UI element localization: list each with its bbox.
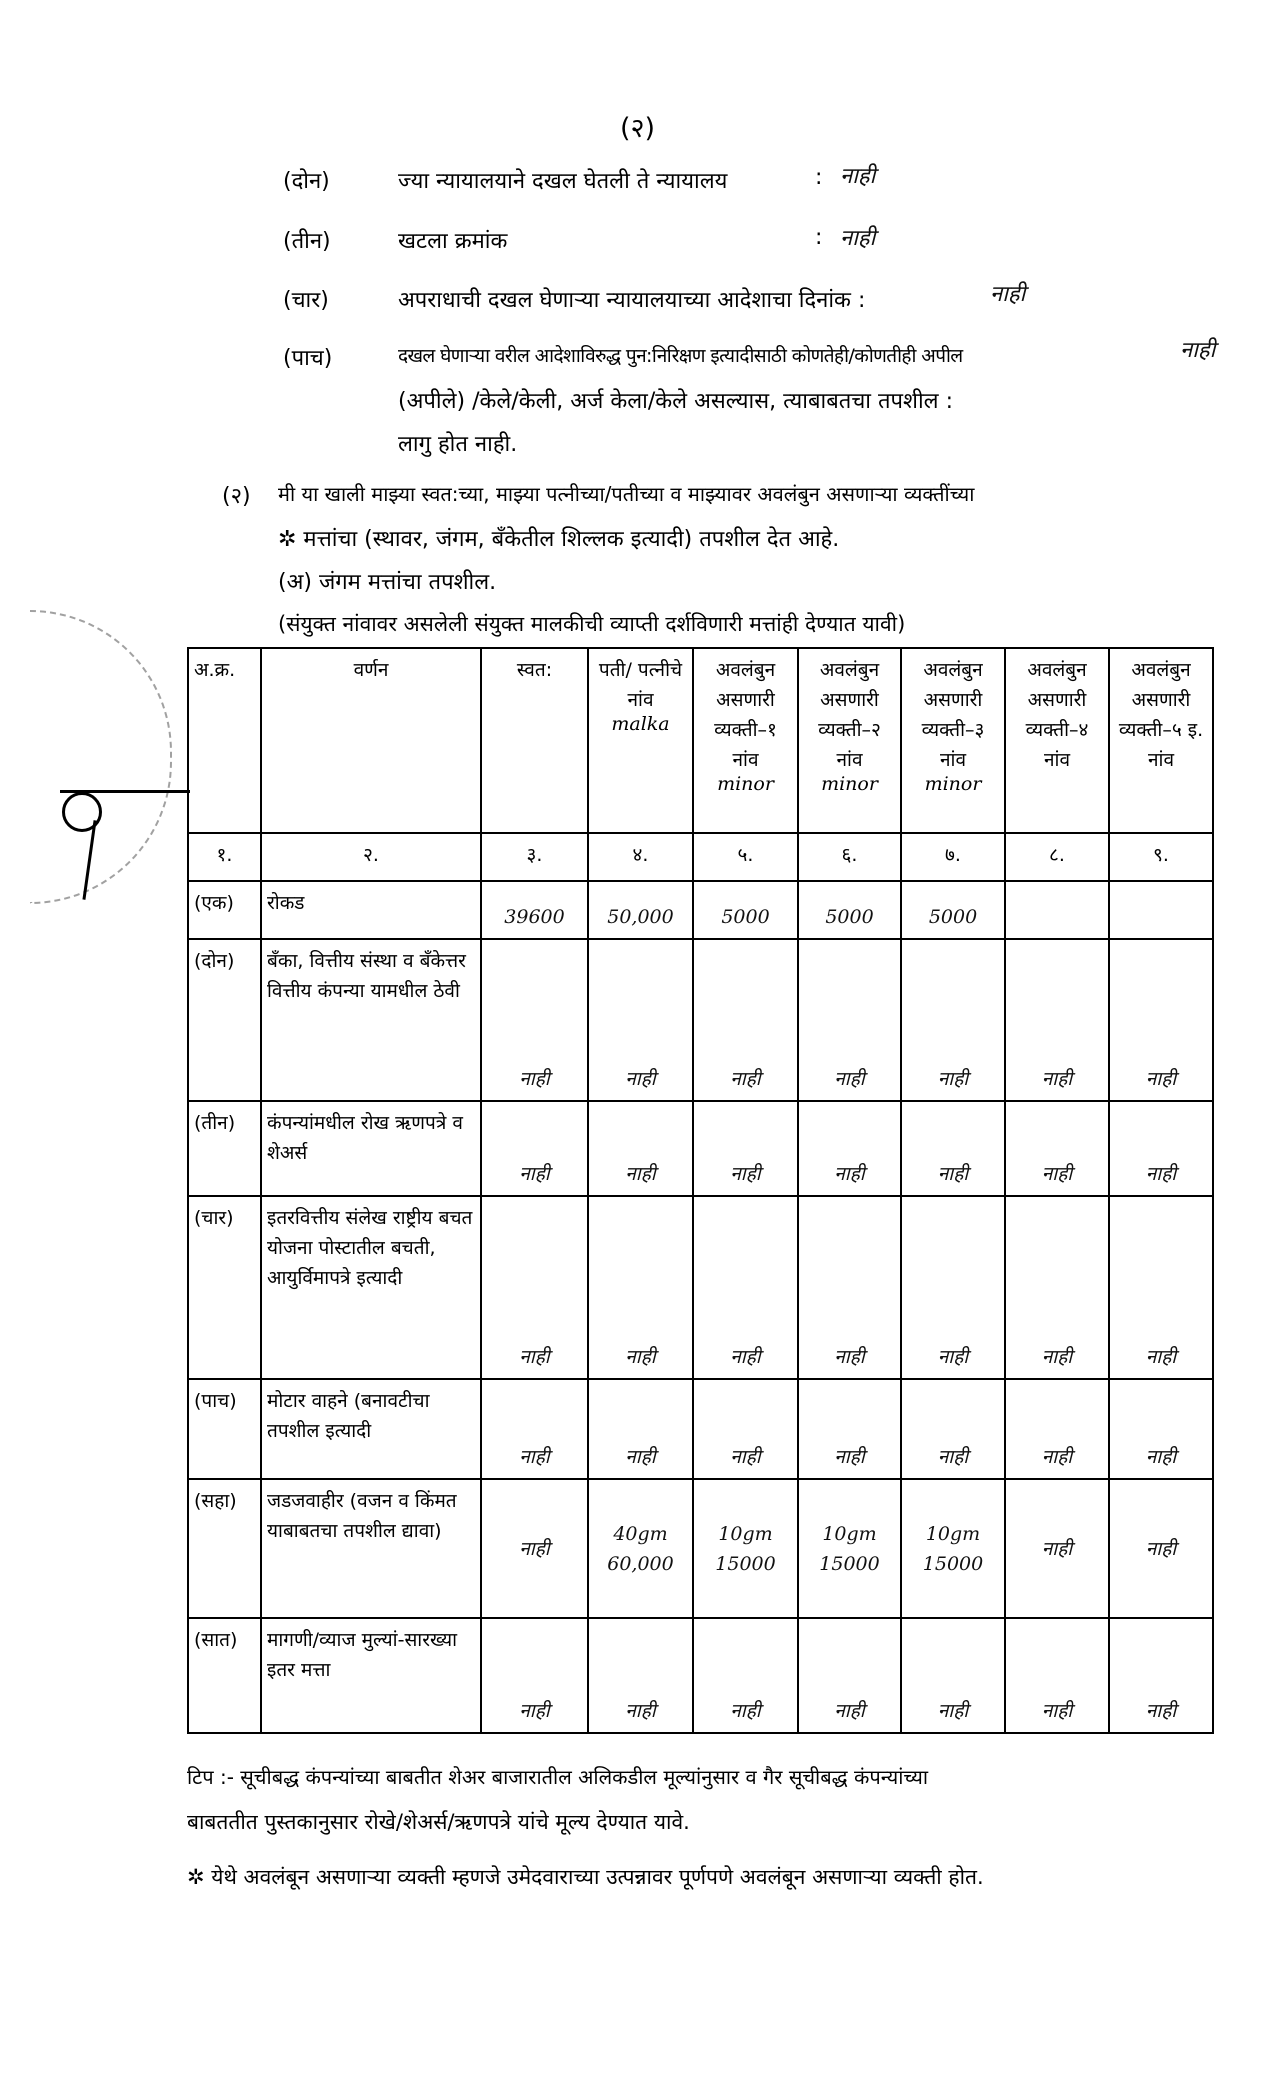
item-sep-3: : bbox=[815, 225, 823, 250]
cell-value: नाही bbox=[693, 939, 798, 1101]
item-text-5-line3: लागु होत नाही. bbox=[398, 432, 518, 457]
row-no: (चार) bbox=[188, 1196, 261, 1379]
cell-value: नाही bbox=[798, 1101, 901, 1196]
header-dependent-5: अवलंबुन असणारी व्यक्ती–५ इ. नांव bbox=[1109, 648, 1213, 833]
footnote: ✲ येथे अवलंबून असणाऱ्या व्यक्ती म्हणजे उमेदवाराच्या उत्पन्नावर पूर्णपणे अवलंबून असणाऱ्या व्यक्ती होत. bbox=[187, 1865, 984, 1889]
header-description: वर्णन bbox=[261, 648, 481, 833]
cell-value: 50,000 bbox=[588, 881, 693, 939]
cell-value: 10gm 15000 bbox=[693, 1479, 798, 1618]
item-text-2: ज्या न्यायालयाने दखल घेतली ते न्यायालय bbox=[398, 169, 728, 194]
table-row bbox=[188, 1101, 1213, 1196]
col-number: ९. bbox=[1109, 833, 1213, 881]
row-no: (सात) bbox=[188, 1618, 261, 1733]
cell-value: नाही bbox=[481, 1101, 588, 1196]
item-text-5-line1: दखल घेणाऱ्या वरील आदेशाविरुद्ध पुन:निरिक्षण इत्यादीसाठी कोणतेही/कोणतीही अपील bbox=[398, 345, 963, 367]
cell-value: नाही bbox=[798, 939, 901, 1101]
cell-value: नाही bbox=[798, 1196, 901, 1379]
row-desc: जडजवाहीर (वजन व किंमत याबाबतचा तपशील द्यावा) bbox=[261, 1479, 481, 1618]
section-2-line2: ✲ मत्तांचा (स्थावर, जंगम, बँकेतील शिल्लक इत्यादी) तपशील देत आहे. bbox=[278, 527, 840, 552]
cell-value: नाही bbox=[588, 1379, 693, 1479]
column-number-row bbox=[188, 833, 1213, 881]
item-answer-5: नाही bbox=[1180, 338, 1216, 363]
movable-assets-table bbox=[187, 647, 1214, 1734]
col-number: ४. bbox=[588, 833, 693, 881]
dependent-3-name: minor bbox=[924, 773, 982, 795]
cell-value: नाही bbox=[1109, 1379, 1213, 1479]
header-dependent-3: अवलंबुन असणारी व्यक्ती–३ नांव minor bbox=[901, 648, 1005, 833]
header-dependent-1: अवलंबुन असणारी व्यक्ती–१ नांव minor bbox=[693, 648, 798, 833]
cell-value: 39600 bbox=[481, 881, 588, 939]
item-label-2: (दोन) bbox=[283, 169, 330, 194]
row-desc: मोटार वाहने (बनावटीचा तपशील इत्यादी bbox=[261, 1379, 481, 1479]
item-label-5: (पाच) bbox=[283, 346, 333, 371]
dependent-1-name: minor bbox=[717, 773, 774, 795]
page-number: (२) bbox=[619, 113, 656, 144]
row-no: (दोन) bbox=[188, 939, 261, 1101]
cell-value: 5000 bbox=[798, 881, 901, 939]
item-sep-2: : bbox=[815, 165, 823, 190]
cell-value: नाही bbox=[1109, 939, 1213, 1101]
cell-value: नाही bbox=[1005, 1196, 1109, 1379]
cell-value: नाही bbox=[693, 1101, 798, 1196]
cell-value: नाही bbox=[1109, 1618, 1213, 1733]
cell-value: नाही bbox=[588, 939, 693, 1101]
table-row bbox=[188, 1196, 1213, 1379]
table-row bbox=[188, 881, 1213, 939]
dependent-2-name: minor bbox=[821, 773, 878, 795]
cell-value: नाही bbox=[901, 1101, 1005, 1196]
table-row bbox=[188, 1479, 1213, 1618]
table-row bbox=[188, 1618, 1213, 1733]
signature-stroke bbox=[60, 790, 190, 793]
cell-value: नाही bbox=[481, 1196, 588, 1379]
cell-value: नाही bbox=[901, 1196, 1005, 1379]
item-answer-4: नाही bbox=[990, 282, 1026, 307]
item-text-5-line2: (अपीले) /केले/केली, अर्ज केला/केले असल्यास, त्याबाबतचा तपशील : bbox=[398, 389, 953, 414]
cell-value bbox=[1005, 881, 1109, 939]
header-dependent-2: अवलंबुन असणारी व्यक्ती–२ नांव minor bbox=[798, 648, 901, 833]
cell-value: नाही bbox=[588, 1101, 693, 1196]
item-label-4: (चार) bbox=[283, 288, 329, 313]
cell-value: नाही bbox=[588, 1196, 693, 1379]
row-desc: बँका, वित्तीय संस्था व बँकेत्तर वित्तीय कंपन्या यामधील ठेवी bbox=[261, 939, 481, 1101]
cell-value: 10gm 15000 bbox=[798, 1479, 901, 1618]
cell-value: नाही bbox=[901, 939, 1005, 1101]
row-no: (सहा) bbox=[188, 1479, 261, 1618]
cell-value: नाही bbox=[901, 1618, 1005, 1733]
col-number: ७. bbox=[901, 833, 1005, 881]
cell-value: 5000 bbox=[901, 881, 1005, 939]
cell-value: नाही bbox=[693, 1618, 798, 1733]
cell-value bbox=[1109, 881, 1213, 939]
spouse-name: malka bbox=[611, 713, 670, 735]
header-self: स्वत: bbox=[481, 648, 588, 833]
col-number: १. bbox=[188, 833, 261, 881]
col-number: २. bbox=[261, 833, 481, 881]
tip-line-2: बाबततीत पुस्तकानुसार रोखे/शेअर्स/ऋणपत्रे यांचे मूल्य देण्यात यावे. bbox=[187, 1810, 690, 1834]
cell-value: नाही bbox=[1005, 1101, 1109, 1196]
cell-value: नाही bbox=[481, 939, 588, 1101]
row-desc: रोकड bbox=[261, 881, 481, 939]
official-stamp bbox=[30, 610, 172, 904]
cell-value: 5000 bbox=[693, 881, 798, 939]
cell-value: 40gm 60,000 bbox=[588, 1479, 693, 1618]
signature-loop bbox=[62, 792, 102, 832]
cell-value: नाही bbox=[1109, 1196, 1213, 1379]
item-text-3: खटला क्रमांक bbox=[398, 229, 508, 254]
section-2-line4: (संयुक्त नांवावर असलेली संयुक्त मालकीची व्याप्ती दर्शविणारी मत्तांही देण्यात यावी) bbox=[278, 612, 906, 636]
col-number: ६. bbox=[798, 833, 901, 881]
row-no: (एक) bbox=[188, 881, 261, 939]
item-label-3: (तीन) bbox=[283, 229, 331, 254]
cell-value: नाही bbox=[1005, 939, 1109, 1101]
section-2-line1: मी या खाली माझ्या स्वत:च्या, माझ्या पत्नीच्या/पतीच्या व माझ्यावर अवलंबुन असणाऱ्या व्यक्तींच्या bbox=[278, 482, 975, 506]
col-number: ५. bbox=[693, 833, 798, 881]
header-spouse: पती/ पत्नीचे नांव malka bbox=[588, 648, 693, 833]
table-header-row bbox=[188, 648, 1213, 833]
cell-value: नाही bbox=[481, 1379, 588, 1479]
item-answer-2: नाही bbox=[840, 164, 876, 189]
header-serial: अ.क्र. bbox=[188, 648, 261, 833]
item-answer-3: नाही bbox=[840, 226, 876, 251]
table-row bbox=[188, 939, 1213, 1101]
row-desc: इतरवित्तीय संलेख राष्ट्रीय बचत योजना पोस्टातील बचती, आयुर्विमापत्रे इत्यादी bbox=[261, 1196, 481, 1379]
cell-value: नाही bbox=[693, 1379, 798, 1479]
cell-value: नाही bbox=[1005, 1479, 1109, 1618]
row-desc: कंपन्यांमधील रोख ऋणपत्रे व शेअर्स bbox=[261, 1101, 481, 1196]
item-text-4: अपराधाची दखल घेणाऱ्या न्यायालयाच्या आदेशाचा दिनांक : bbox=[398, 288, 866, 313]
cell-value: नाही bbox=[481, 1479, 588, 1618]
row-desc: मागणी/व्याज मुल्यां-सारख्या इतर मत्ता bbox=[261, 1618, 481, 1733]
cell-value: नाही bbox=[798, 1379, 901, 1479]
row-no: (तीन) bbox=[188, 1101, 261, 1196]
cell-value: नाही bbox=[1109, 1479, 1213, 1618]
cell-value: नाही bbox=[1109, 1101, 1213, 1196]
cell-value: नाही bbox=[798, 1618, 901, 1733]
cell-value: नाही bbox=[588, 1618, 693, 1733]
cell-value: नाही bbox=[1005, 1379, 1109, 1479]
table-row bbox=[188, 1379, 1213, 1479]
col-number: ८. bbox=[1005, 833, 1109, 881]
cell-value: नाही bbox=[693, 1196, 798, 1379]
section-2-line3: (अ) जंगम मत्तांचा तपशील. bbox=[278, 570, 497, 595]
header-dependent-4: अवलंबुन असणारी व्यक्ती–४ नांव bbox=[1005, 648, 1109, 833]
col-number: ३. bbox=[481, 833, 588, 881]
tip-line-1: टिप :- सूचीबद्ध कंपन्यांच्या बाबतीत शेअर बाजारातील अलिकडील मूल्यांनुसार व गैर सूचीबद्ध कंपन्यांच्या bbox=[187, 1765, 929, 1789]
cell-value: नाही bbox=[481, 1618, 588, 1733]
row-no: (पाच) bbox=[188, 1379, 261, 1479]
cell-value: 10gm 15000 bbox=[901, 1479, 1005, 1618]
cell-value: नाही bbox=[1005, 1618, 1109, 1733]
cell-value: नाही bbox=[901, 1379, 1005, 1479]
section-2-label: (२) bbox=[222, 484, 251, 509]
